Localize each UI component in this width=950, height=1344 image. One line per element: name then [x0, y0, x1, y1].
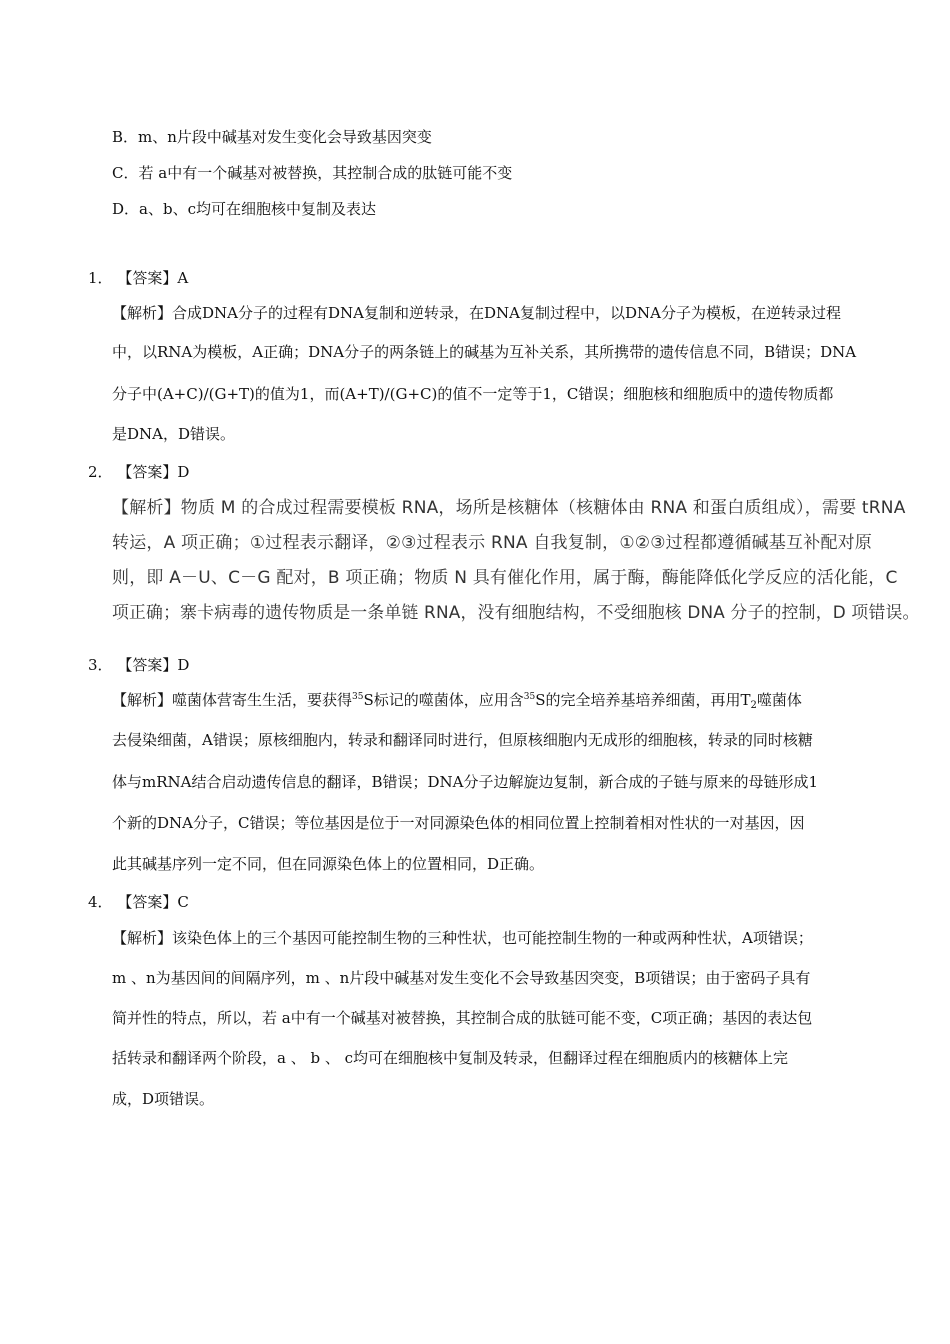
explanation-line: 【解析】合成DNA分子的过程有DNA复制和逆转录，在DNA复制过程中，以DNA分子为模板，在逆转录过程 [112, 304, 841, 322]
answer-label: 【答案】C [117, 893, 189, 911]
explanation-line: 分子中(A+C)/(G+T)的值为1，而(A+T)/(G+C)的值不一定等于1，C错误；细胞核和细胞质中的遗传物质都 [112, 385, 834, 403]
explanation-line: 转运，A 项正确；①过程表示翻译，②③过程表示 RNA 自我复制，①②③过程都遵循碱基互补配对原 [112, 533, 873, 553]
answer-header [88, 268, 188, 288]
answer-number: 3． [88, 656, 113, 674]
explanation-line: 项正确；寨卡病毒的遗传物质是一条单链 RNA，没有细胞结构，不受细胞核 DNA 分子的控制，D 项错误。 [112, 603, 920, 623]
explanation-line: 【解析】物质 M 的合成过程需要模板 RNA，场所是核糖体（核糖体由 RNA 和蛋白质组成），需要 tRNA [112, 498, 906, 518]
answer-number: 2． [88, 463, 113, 481]
answer-label: 【答案】A [117, 269, 189, 287]
explanation-line: 括转录和翻译两个阶段，a 、 b 、 c均可在细胞核中复制及转录，但翻译过程在细胞质内的核糖体上完 [112, 1049, 789, 1067]
explanation-line: 体与mRNA结合启动遗传信息的翻译，B错误；DNA分子边解旋边复制，新合成的子链与原来的母链形成1 [112, 773, 819, 791]
answer-number: 4． [88, 893, 113, 911]
explanation-line: 成，D项错误。 [112, 1090, 215, 1108]
explanation-line: 【解析】该染色体上的三个基因可能控制生物的三种性状，也可能控制生物的一种或两种性状，A项错误； [112, 929, 813, 947]
explanation-line: 【解析】噬菌体营寄生生活，要获得$^{35}$S标记的噬菌体，应用含$^{35}$S的完全培养基培养细菌，再用$T_2$噬菌体 [112, 691, 802, 711]
explanation-line: 此其碱基序列一定不同，但在同源染色体上的位置相同，D正确。 [112, 855, 545, 873]
answer-header [88, 462, 189, 482]
option-b: B．m、n片段中碱基对发生变化会导致基因突变 [112, 128, 432, 146]
explanation-line: 去侵染细菌，A错误；原核细胞内，转录和翻译同时进行，但原核细胞内无成形的细胞核，转录的同时核糖 [112, 731, 813, 749]
answer-label: 【答案】D [117, 656, 190, 674]
explanation-line: 则，即 A－U、C－G 配对，B 项正确；物质 N 具有催化作用，属于酶，酶能降低化学反应的活化能，C [112, 568, 898, 588]
explanation-line: 简并性的特点，所以，若 a中有一个碱基对被替换，其控制合成的肽链可能不变，C项正确；基因的表达包 [112, 1009, 813, 1027]
explanation-line: 个新的DNA分子，C错误；等位基因是位于一对同源染色体的相同位置上控制着相对性状的一对基因，因 [112, 814, 805, 832]
answer-label: 【答案】D [117, 463, 190, 481]
answer-header [88, 892, 189, 912]
explanation-line: 中，以RNA为模板，A正确；DNA分子的两条链上的碱基为互补关系，其所携带的遗传信息不同，B错误；DNA [112, 343, 857, 361]
answer-header [88, 655, 189, 675]
option-d: D．a、b、c均可在细胞核中复制及表达 [112, 200, 376, 218]
option-c: C．若 a中有一个碱基对被替换，其控制合成的肽链可能不变 [112, 164, 513, 182]
explanation-line: m 、n为基因间的间隔序列，m 、n片段中碱基对发生变化不会导致基因突变，B项错误；由于密码子具有 [112, 969, 811, 987]
explanation-line: 是DNA，D错误。 [112, 425, 236, 443]
answer-number: 1． [88, 269, 113, 287]
